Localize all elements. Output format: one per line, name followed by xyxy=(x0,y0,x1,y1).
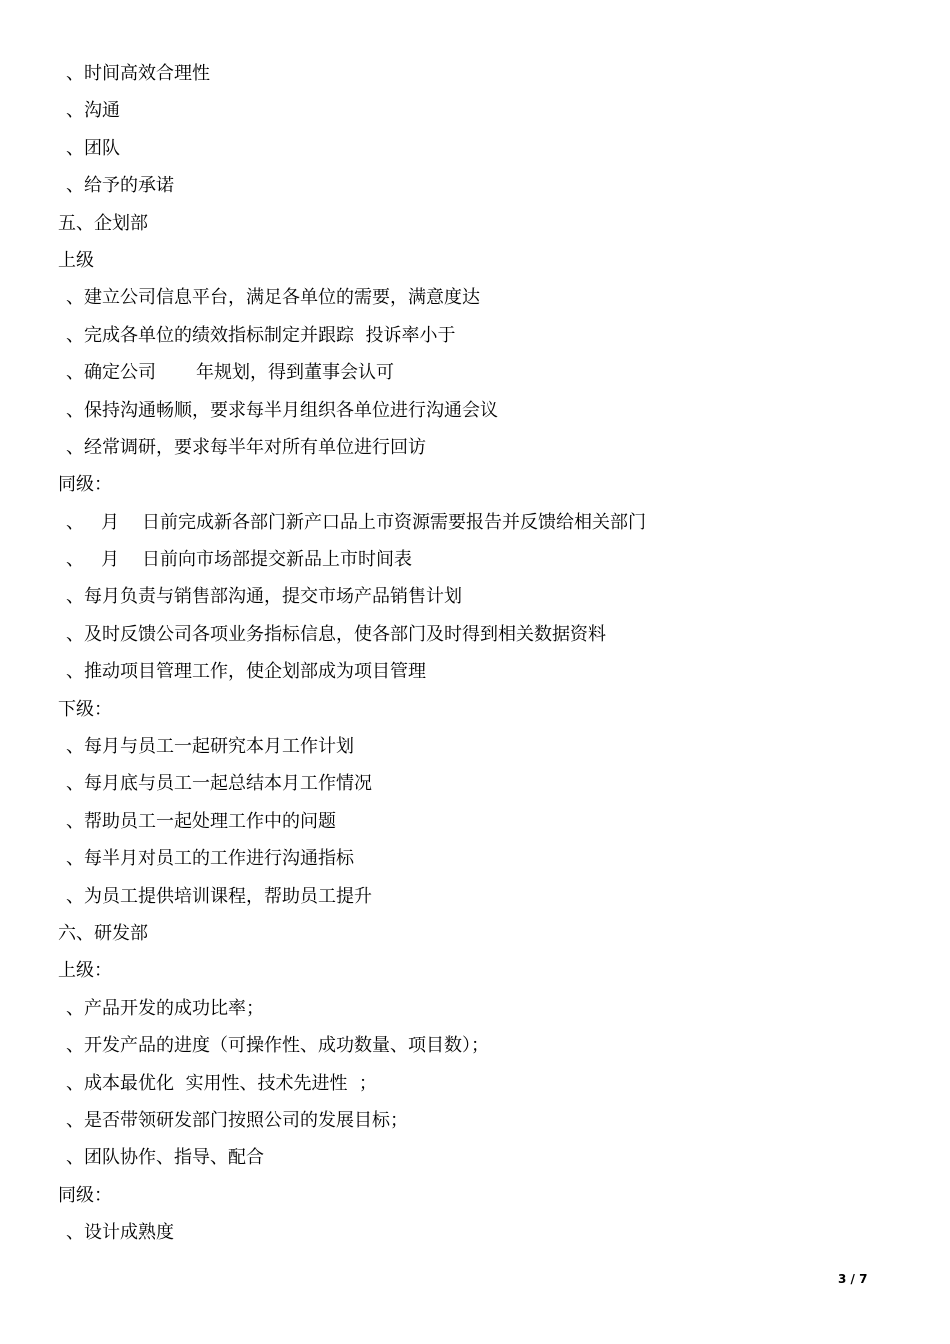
list-item: 、每月底与员工一起总结本月工作情况 xyxy=(66,773,372,795)
list-item: 、为员工提供培训课程，帮助员工提升 xyxy=(66,885,372,907)
list-item: 、确定公司 年规划，得到董事会认可 xyxy=(66,362,395,384)
list-item: 、保持沟通畅顺，要求每半月组织各单位进行沟通会议 xyxy=(66,399,498,421)
list-item: 、是否带领研发部门按照公司的发展目标； xyxy=(66,1109,408,1131)
list-item: 、团队协作、指导、配合 xyxy=(66,1147,264,1169)
list-item: 、产品开发的成功比率； xyxy=(66,997,264,1019)
subsection-label: 上级： xyxy=(58,960,112,982)
list-item: 、团队 xyxy=(66,137,120,159)
list-item: 、经常调研，要求每半年对所有单位进行回访 xyxy=(66,436,426,458)
list-item: 、给予的承诺 xyxy=(66,175,174,197)
page-number: 3 / 7 xyxy=(838,1272,868,1286)
list-item: 、推动项目管理工作，使企划部成为项目管理 xyxy=(66,661,426,683)
list-item: 、开发产品的进度（可操作性、成功数量、项目数）； xyxy=(66,1035,489,1057)
section-heading: 五、企划部 xyxy=(58,212,148,234)
section-heading: 六、研发部 xyxy=(58,922,148,944)
list-item: 、成本最优化 实用性、技术先进性 ； xyxy=(66,1072,377,1094)
list-item: 、时间高效合理性 xyxy=(66,63,210,84)
list-item: 、设计成熟度 xyxy=(66,1222,174,1244)
list-item: 、沟通 xyxy=(66,100,120,122)
list-item: 、及时反馈公司各项业务指标信息，使各部门及时得到相关数据资料 xyxy=(66,623,606,645)
list-item: 、帮助员工一起处理工作中的问题 xyxy=(66,810,336,832)
list-item: 、 月 日前完成新各部门新产口品上市资源需要报告并反馈给相关部门 xyxy=(66,511,647,533)
document-body xyxy=(0,55,950,1252)
subsection-label: 同级： xyxy=(58,474,112,496)
list-item: 、建立公司信息平台，满足各单位的需要，满意度达 xyxy=(66,287,480,309)
list-item: 、 月 日前向市场部提交新品上市时间表 xyxy=(66,549,413,571)
subsection-label: 上级 xyxy=(58,249,94,271)
subsection-label: 同级： xyxy=(58,1184,112,1206)
list-item: 、每月负责与销售部沟通，提交市场产品销售计划 xyxy=(66,586,462,608)
list-item: 、每月与员工一起研究本月工作计划 xyxy=(66,736,354,758)
list-item: 、完成各单位的绩效指标制定并跟踪 投诉率小于 xyxy=(66,324,456,346)
subsection-label: 下级： xyxy=(58,698,112,720)
list-item: 、每半月对员工的工作进行沟通指标 xyxy=(66,848,354,870)
